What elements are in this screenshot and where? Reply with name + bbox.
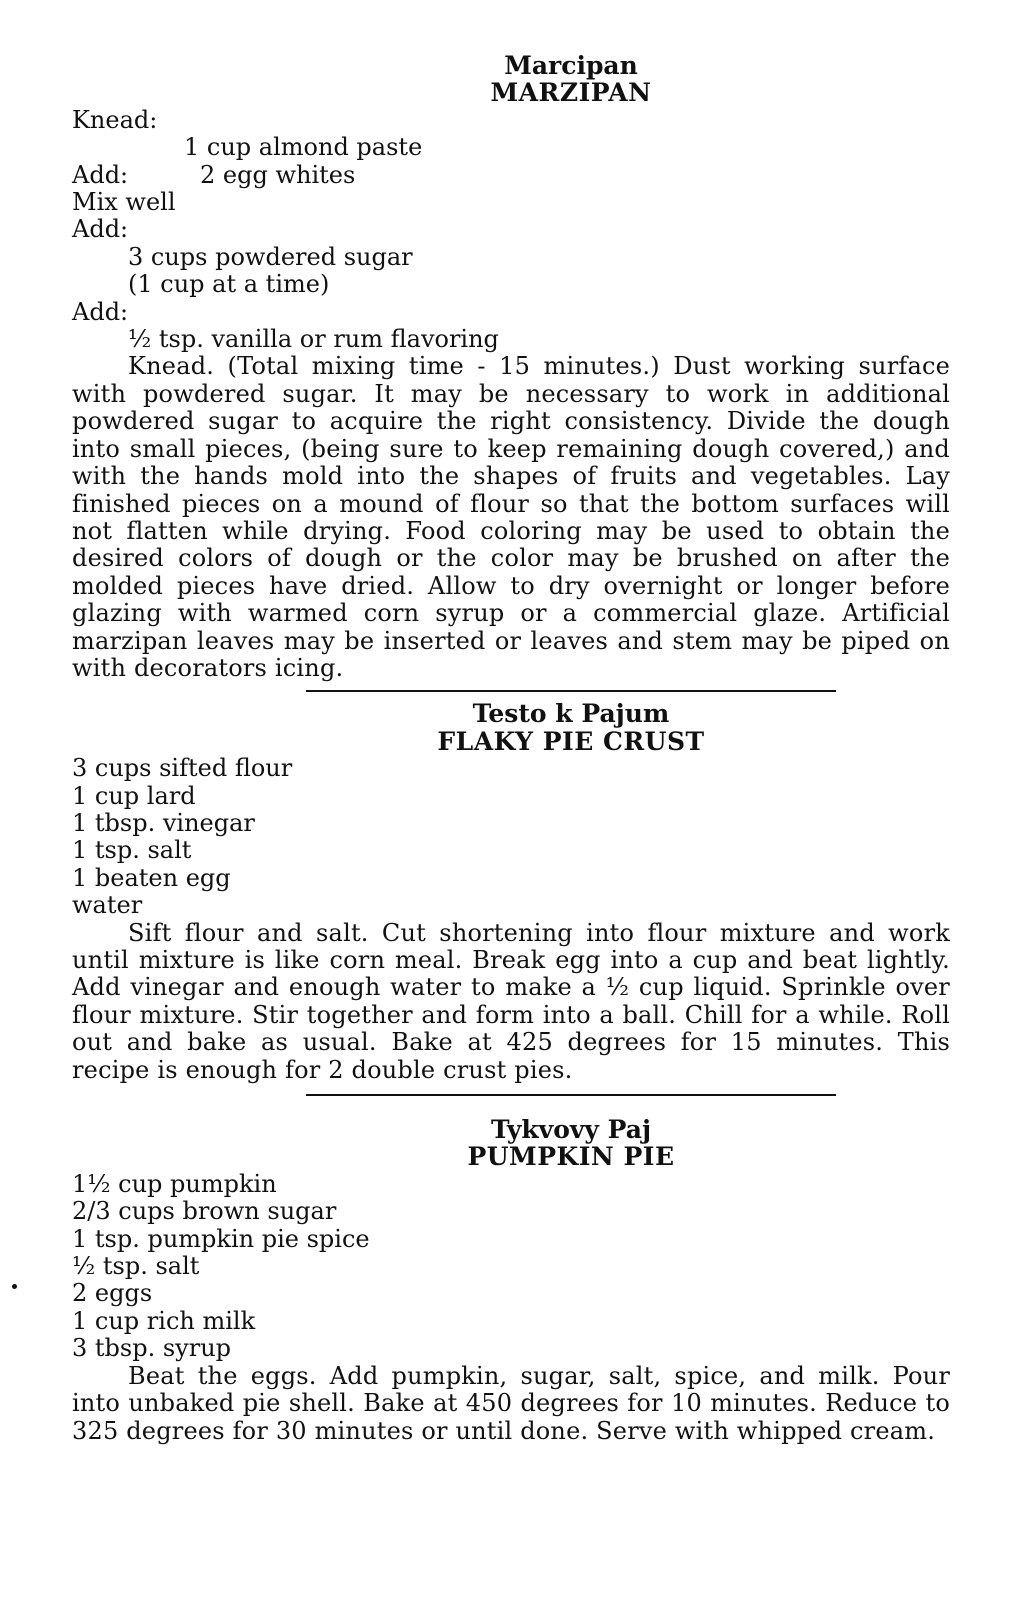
add-label: Add: xyxy=(72,297,129,326)
directions: Knead. (Total mixing time - 15 minutes.) Dust working surface with powdered sugar. It may be necessary to work in additional powdered sugar to acquire the right consistency. Divide the dough into small pieces, (being sure to keep remaining dough covered,) and with the hands mold into the shapes of fruits and vegetables. Lay finished pieces on a mound of flour so that the bottom surfaces will not flatten while drying. Food coloring may be used to obtain the desired colors of dough or the color may be brushed on after the molded pieces have dried. Allow to dry overnight or longer before glazing with warmed corn syrup or a commercial glaze. Artificial marzipan leaves may be inserted or leaves and stem may be piped on with decorators icing. xyxy=(72,352,950,682)
title-english: FLAKY PIE CRUST xyxy=(437,726,705,756)
recipe-title xyxy=(192,52,950,107)
recipe-pumpkin-pie xyxy=(72,1116,950,1445)
add-label: Add: xyxy=(72,160,129,189)
ingredient: ½ tsp. salt xyxy=(72,1252,200,1281)
ingredient-note: (1 cup at a time) xyxy=(128,270,330,299)
title-native: Marcipan xyxy=(504,51,638,80)
recipe-title xyxy=(192,1116,950,1171)
add-row xyxy=(72,162,950,189)
ingredient: 2 egg whites xyxy=(200,160,356,189)
ingredient: 1 cup rich milk xyxy=(72,1306,256,1335)
recipe-marzipan xyxy=(72,52,950,682)
divider xyxy=(306,690,836,692)
ingredient: 3 cups powdered sugar xyxy=(128,242,413,271)
title-native: Tykvovy Paj xyxy=(490,1115,652,1145)
recipe-title xyxy=(192,700,950,755)
ingredient: water xyxy=(72,891,143,920)
ingredient: 1 tsp. pumpkin pie spice xyxy=(72,1224,370,1253)
ingredient: 1½ cup pumpkin xyxy=(72,1169,277,1198)
directions: Beat the eggs. Add pumpkin, sugar, salt, spice, and milk. Pour into unbaked pie shell. Bake at 450 degrees for 10 minutes. Reduce to 325 degrees for 30 minutes or until done. Serve with whipped cream. xyxy=(72,1361,950,1445)
ingredient: 1 cup lard xyxy=(72,781,196,810)
mix-well: Mix well xyxy=(72,188,176,217)
divider xyxy=(306,1094,836,1096)
ingredient: 1 cup almond paste xyxy=(184,133,423,162)
ingredient-list xyxy=(72,1171,950,1363)
ingredient: 1 tsp. salt xyxy=(72,836,192,865)
title-english: MARZIPAN xyxy=(490,78,652,108)
ingredient: 2/3 cups brown sugar xyxy=(72,1197,337,1226)
add-label: Add: xyxy=(72,215,129,244)
recipe-flaky-pie-crust xyxy=(72,700,950,1084)
title-native: Testo k Pajum xyxy=(472,699,670,729)
ingredient: 1 beaten egg xyxy=(72,863,231,892)
ingredient: 1 tbsp. vinegar xyxy=(72,808,255,837)
ingredient: 3 cups sifted flour xyxy=(72,754,293,783)
directions: Sift flour and salt. Cut shortening into flour mixture and work until mixture is like corn meal. Break egg into a cup and beat lightly. Add vinegar and enough water to make a ½ cup liquid. Sprinkle over flour mixture. Stir together and form into a ball. Chill for a while. Roll out and bake as usual. Bake at 425 degrees for 15 minutes. This recipe is enough for 2 double crust pies. xyxy=(72,918,950,1084)
title-english: PUMPKIN PIE xyxy=(467,1142,675,1172)
knead-label: Knead: xyxy=(72,105,158,134)
ingredient-list xyxy=(72,755,950,919)
recipe-page xyxy=(72,52,950,1445)
ingredient: 3 tbsp. syrup xyxy=(72,1334,232,1363)
margin-dot xyxy=(12,1284,17,1289)
ingredient: ½ tsp. vanilla or rum flavoring xyxy=(128,325,499,354)
ingredient: 2 eggs xyxy=(72,1279,153,1308)
